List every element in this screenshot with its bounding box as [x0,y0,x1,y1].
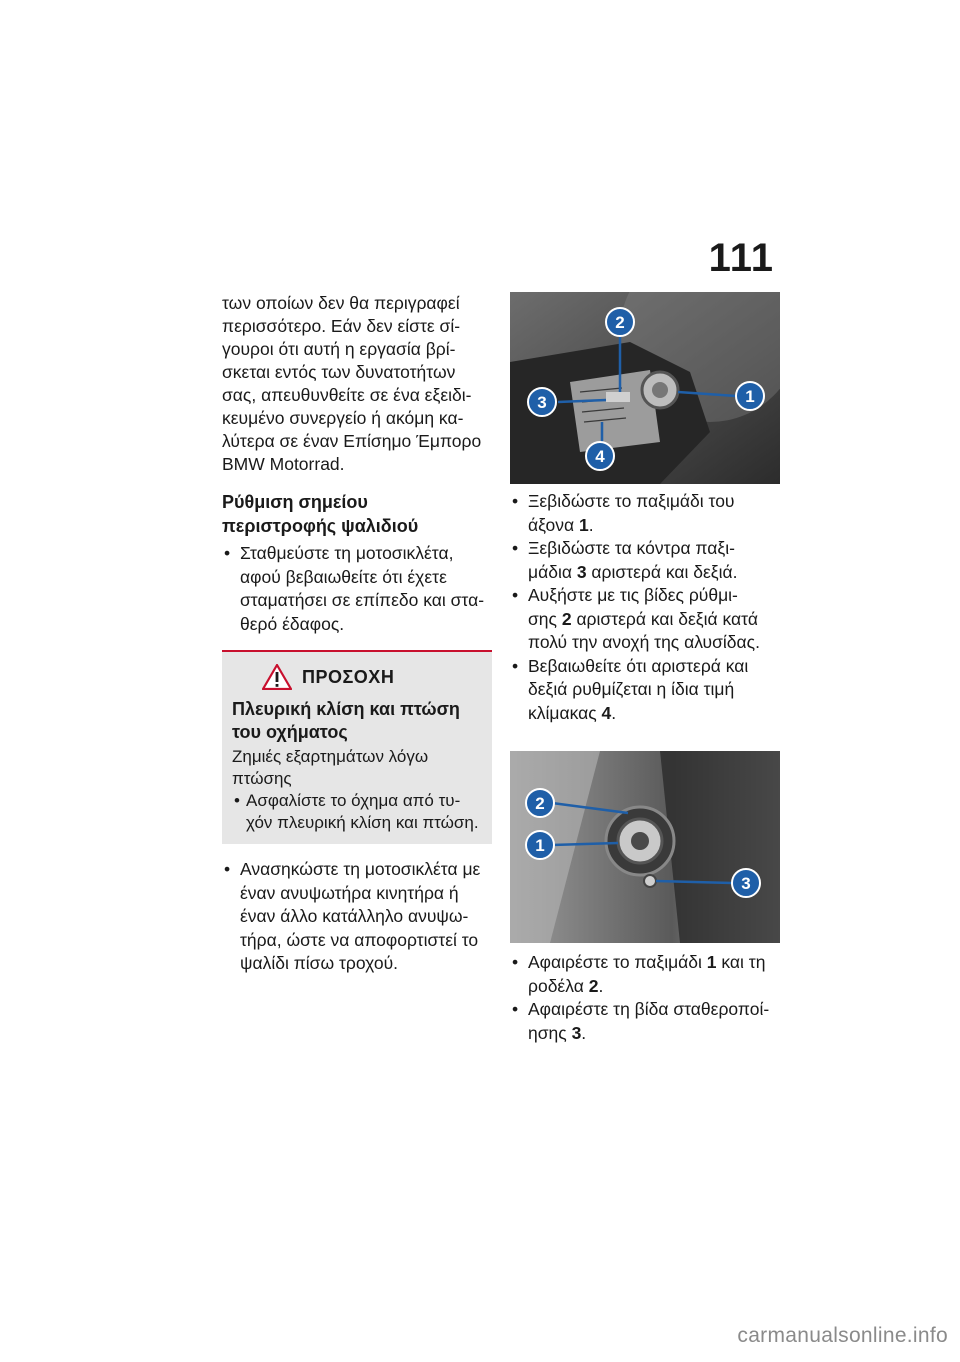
page-number: 111 [708,236,774,280]
left-column [222,292,492,976]
watermark: carmanualsonline.info [737,1324,948,1347]
bullet-list-steps-2 [510,951,780,1045]
list-item: • Βεβαιωθείτε ότι αριστερά και δεξιά ρυθμίζεται η ίδια τιμή κλίμακας 4. [510,655,780,726]
svg-text:1: 1 [535,836,545,855]
list-item: • Ανασηκώστε τη μοτοσικλέτα με έναν ανυψωτήρα κινητήρα ή έναν άλλο κατάλληλο ανυψω- τήρα, ώστε να αποφορτιστεί το ψαλίδι πίσω τροχού. [222,858,492,976]
list-item: • Σταθμεύστε τη μοτοσικλέτα, αφού βεβαιωθείτε ότι έχετε σταματήσει σε επίπεδο και στα- θερό έδαφος. [222,542,492,636]
bullet-list-lift [222,858,492,976]
list-item: • Ξεβιδώστε το παξιμάδι του άξονα 1. [510,490,780,537]
right-column [510,292,780,1045]
intro-paragraph: των οποίων δεν θα περιγραφεί περισσότερο. Εάν δεν είστε σί- γουροι ότι αυτή η εργασία βρί- σκεται εντός των δυνατοτήτων σας, απευθυνθείτε σε ένα εξειδι- κευμένο συνεργείο ή ακόμη κα- λύτερα σε έναν Επίσημο Έμπορο BMW Motorrad. [222,293,482,474]
figure-1-illustration [510,292,780,484]
svg-text:4: 4 [595,447,605,466]
list-item: • Αφαιρέστε το παξιμάδι 1 και τη ροδέλα 2. [510,951,780,998]
bullet-list-park [222,542,492,636]
warning-box [222,650,492,844]
svg-text:2: 2 [615,313,625,332]
svg-text:1: 1 [745,387,755,406]
warning-bullets [232,790,484,834]
svg-text:3: 3 [741,874,751,893]
svg-text:2: 2 [535,794,545,813]
warning-subtitle: Πλευρική κλίση και πτώση του οχήματος [232,699,460,742]
list-item: • Αυξήστε με τις βίδες ρύθμι- σης 2 αριστερά και δεξιά κατά πολύ την ανοχή της αλυσίδας. [510,584,780,655]
list-item: • Ξεβιδώστε τα κόντρα παξι- μάδια 3 αριστερά και δεξιά. [510,537,780,584]
section-title: Ρύθμιση σημείου περιστροφής ψαλιδιού [222,492,419,536]
bullet-list-steps-1 [510,490,780,725]
warning-triangle-icon [262,664,292,690]
warning-title: ΠΡΟΣΟΧΗ [302,666,395,687]
warning-header [232,664,484,690]
list-item: • Ασφαλίστε το όχημα από τυ- χόν πλευρική κλίση και πτώση. [232,790,484,834]
warning-text: Ζημιές εξαρτημάτων λόγω πτώσης [232,747,429,788]
figure-2-illustration [510,751,780,943]
figure-axle-nut [510,751,780,943]
figure-swingarm-adjuster [510,292,780,484]
svg-text:3: 3 [537,393,547,412]
list-item: • Αφαιρέστε τη βίδα σταθεροποί- ησης 3. [510,998,780,1045]
